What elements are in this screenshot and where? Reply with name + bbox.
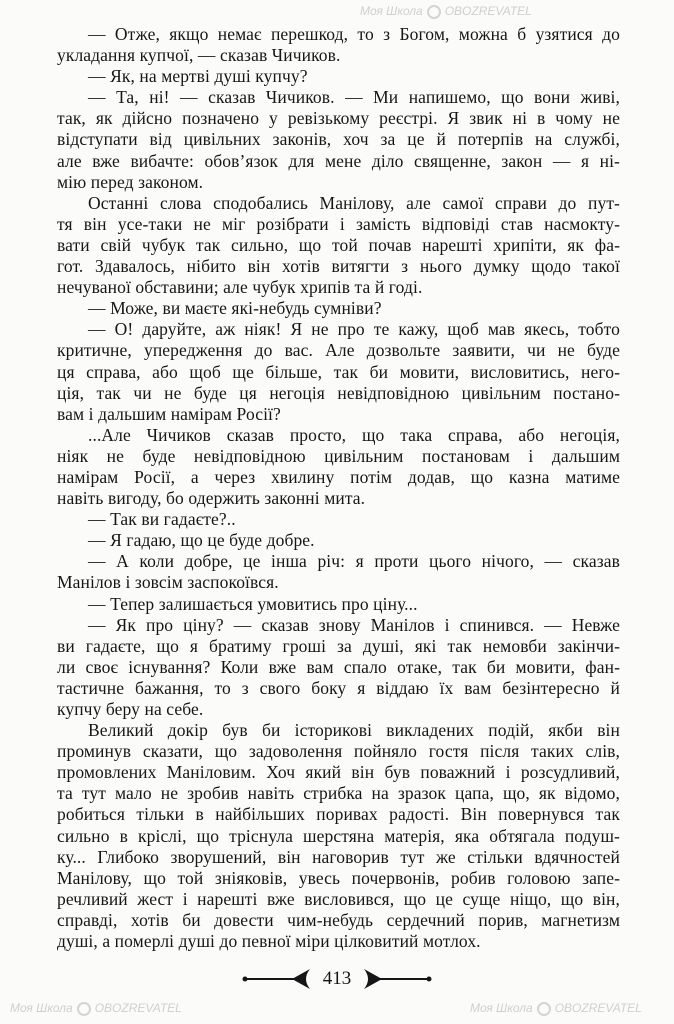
watermark: Моя Школа OBOZREVATEL — [360, 4, 532, 18]
text-line: Останні слова сподобались Манілову, але самої справи до пут- — [88, 192, 620, 213]
paragraph — [57, 319, 620, 424]
text-line: — Як про ціну? — сказав знову Манілов і спинився. — Невже — [88, 614, 620, 635]
text-line: Манілову, що той зніяковів, увесь почервонів, робив головою запе- — [57, 867, 620, 888]
text-line: укладання купчої, — сказав Чичиков. — [57, 45, 341, 66]
text-line: ця справа, або щоб ще більше, так би мовити, висловитись, него- — [57, 361, 620, 382]
page-footer — [0, 966, 674, 991]
text-line: справді, хотів би довести чим-небудь сердечний порив, магнетизм — [57, 909, 620, 930]
text-line: ли своє існування? Коли вже вам спало отаке, так би мовити, фан- — [57, 656, 620, 677]
text-line: сильно в кріслі, що тріснула шерстяна матерія, яка обтягала подуш- — [57, 825, 620, 846]
text-line: гот. Здавалось, нібито він хотів витягти з нього думку щодо такої — [57, 256, 620, 277]
text-line: Манілов і зовсім заспокоївся. — [57, 572, 279, 593]
text-line: та тут мало не зробив навіть стрибка на зразок цапа, що, як відомо, — [57, 783, 620, 804]
text-line: мію перед законом. — [57, 171, 204, 192]
paragraph — [57, 87, 620, 192]
paragraph — [57, 720, 620, 952]
text-line: промовлених Маніловим. Хоч який він був поважний і розсудливий, — [57, 762, 620, 783]
paragraph — [57, 551, 620, 593]
text-line: — Так ви гадаєте?.. — [88, 509, 236, 530]
text-line: тя він усе-таки не міг розібрати і замість відповіді став насмокту- — [57, 213, 620, 234]
text-line: тастичне бажання, то з свого боку я віддаю їх вам безінтересно й — [57, 677, 620, 698]
text-line: критичне, упередження до вас. Але дозвольте заявити, чи не буде — [57, 340, 620, 361]
text-line: — Може, ви маєте які-небудь сумніви? — [88, 298, 382, 319]
text-line: — Як, на мертві душі купчу? — [88, 66, 308, 87]
text-line: навіть вигоду, бо одержить законні мита. — [57, 488, 366, 509]
paragraph — [57, 425, 620, 509]
watermark-logo-icon — [77, 1002, 91, 1016]
text-line: ція, так чи не буде ця негоція невідповідною цивільним постано- — [57, 382, 620, 403]
text-line: робиться тільки в найбільших поривах радості. Він повернувся так — [57, 804, 620, 825]
text-line: намірам Росії, а через хвилину потім додав, що казна матиме — [57, 466, 620, 487]
text-line: відступати від цивільних законів, хоч за це й потерпів на службі, — [57, 129, 620, 150]
left-ornament-icon — [242, 968, 312, 990]
text-line: душі, а померлі душі до певної міри цілковитий мотлох. — [57, 931, 481, 952]
text-line: — Я гадаю, що це буде добре. — [88, 530, 315, 551]
watermark: Моя Школа OBOZREVATEL — [470, 1001, 642, 1015]
right-ornament-icon — [362, 968, 432, 990]
text-line: ніяк не буде невідповідною цивільним постановам і дальшим — [57, 445, 620, 466]
text-line: але вже вибачте: обов’язок для мене діло священне, закон — я ні- — [57, 150, 620, 171]
text-line: ку... Глибоко зворушений, він наговорив тут же стільки вдячностей — [57, 846, 620, 867]
paragraph — [57, 615, 620, 720]
watermark: Моя Школа OBOZREVATEL — [10, 1001, 182, 1015]
text-line: купчу беру на себе. — [57, 699, 204, 719]
paragraph — [57, 298, 620, 319]
text-line: так, як дійсно позначено у ревізькому реєстрі. Я звик ні в чому не — [57, 108, 620, 129]
paragraph — [57, 24, 620, 66]
page-body-text — [57, 24, 620, 952]
text-line: — О! даруйте, аж ніяк! Я не про те кажу, щоб мав якесь, тобто — [88, 319, 620, 340]
paragraph — [57, 193, 620, 298]
text-line: ви гадаєте, що я братиму гроші за душі, які так немовби закінчи- — [57, 635, 620, 656]
text-line: вати свій чубук так сильно, що той почав нарешті хрипіти, як фа- — [57, 234, 620, 255]
text-line: — Отже, якщо немає перешкод, то з Богом, можна б узятися до — [88, 24, 620, 44]
paragraph — [57, 509, 620, 530]
text-line: Великий докір був би історикові викладених подій, якби він — [88, 720, 620, 741]
paragraph — [57, 66, 620, 87]
paragraph — [57, 530, 620, 551]
text-line: — Тепер залишається умовитись про ціну... — [88, 593, 418, 614]
text-line: — А коли добре, це інша річ: я проти цього нічого, — сказав — [88, 551, 620, 572]
text-line: ...Але Чичиков сказав просто, що така справа, або негоція, — [88, 424, 620, 445]
text-line: речливий жест і нарешті вже висловився, що це суще ніщо, що він, — [57, 888, 620, 909]
watermark-logo-icon — [427, 5, 441, 19]
watermark-logo-icon — [537, 1002, 551, 1016]
paragraph — [57, 594, 620, 615]
text-line: нечуваної обставини; але чубук хрипів та й годі. — [57, 277, 423, 298]
page-number: 413 — [322, 967, 352, 989]
text-line: — Та, ні! — сказав Чичиков. — Ми напишемо, що вони живі, — [88, 87, 620, 108]
text-line: проминув сказати, що задоволення пойняло гостя після таких слів, — [57, 741, 620, 762]
text-line: вам і дальшим намірам Росії? — [57, 403, 281, 424]
